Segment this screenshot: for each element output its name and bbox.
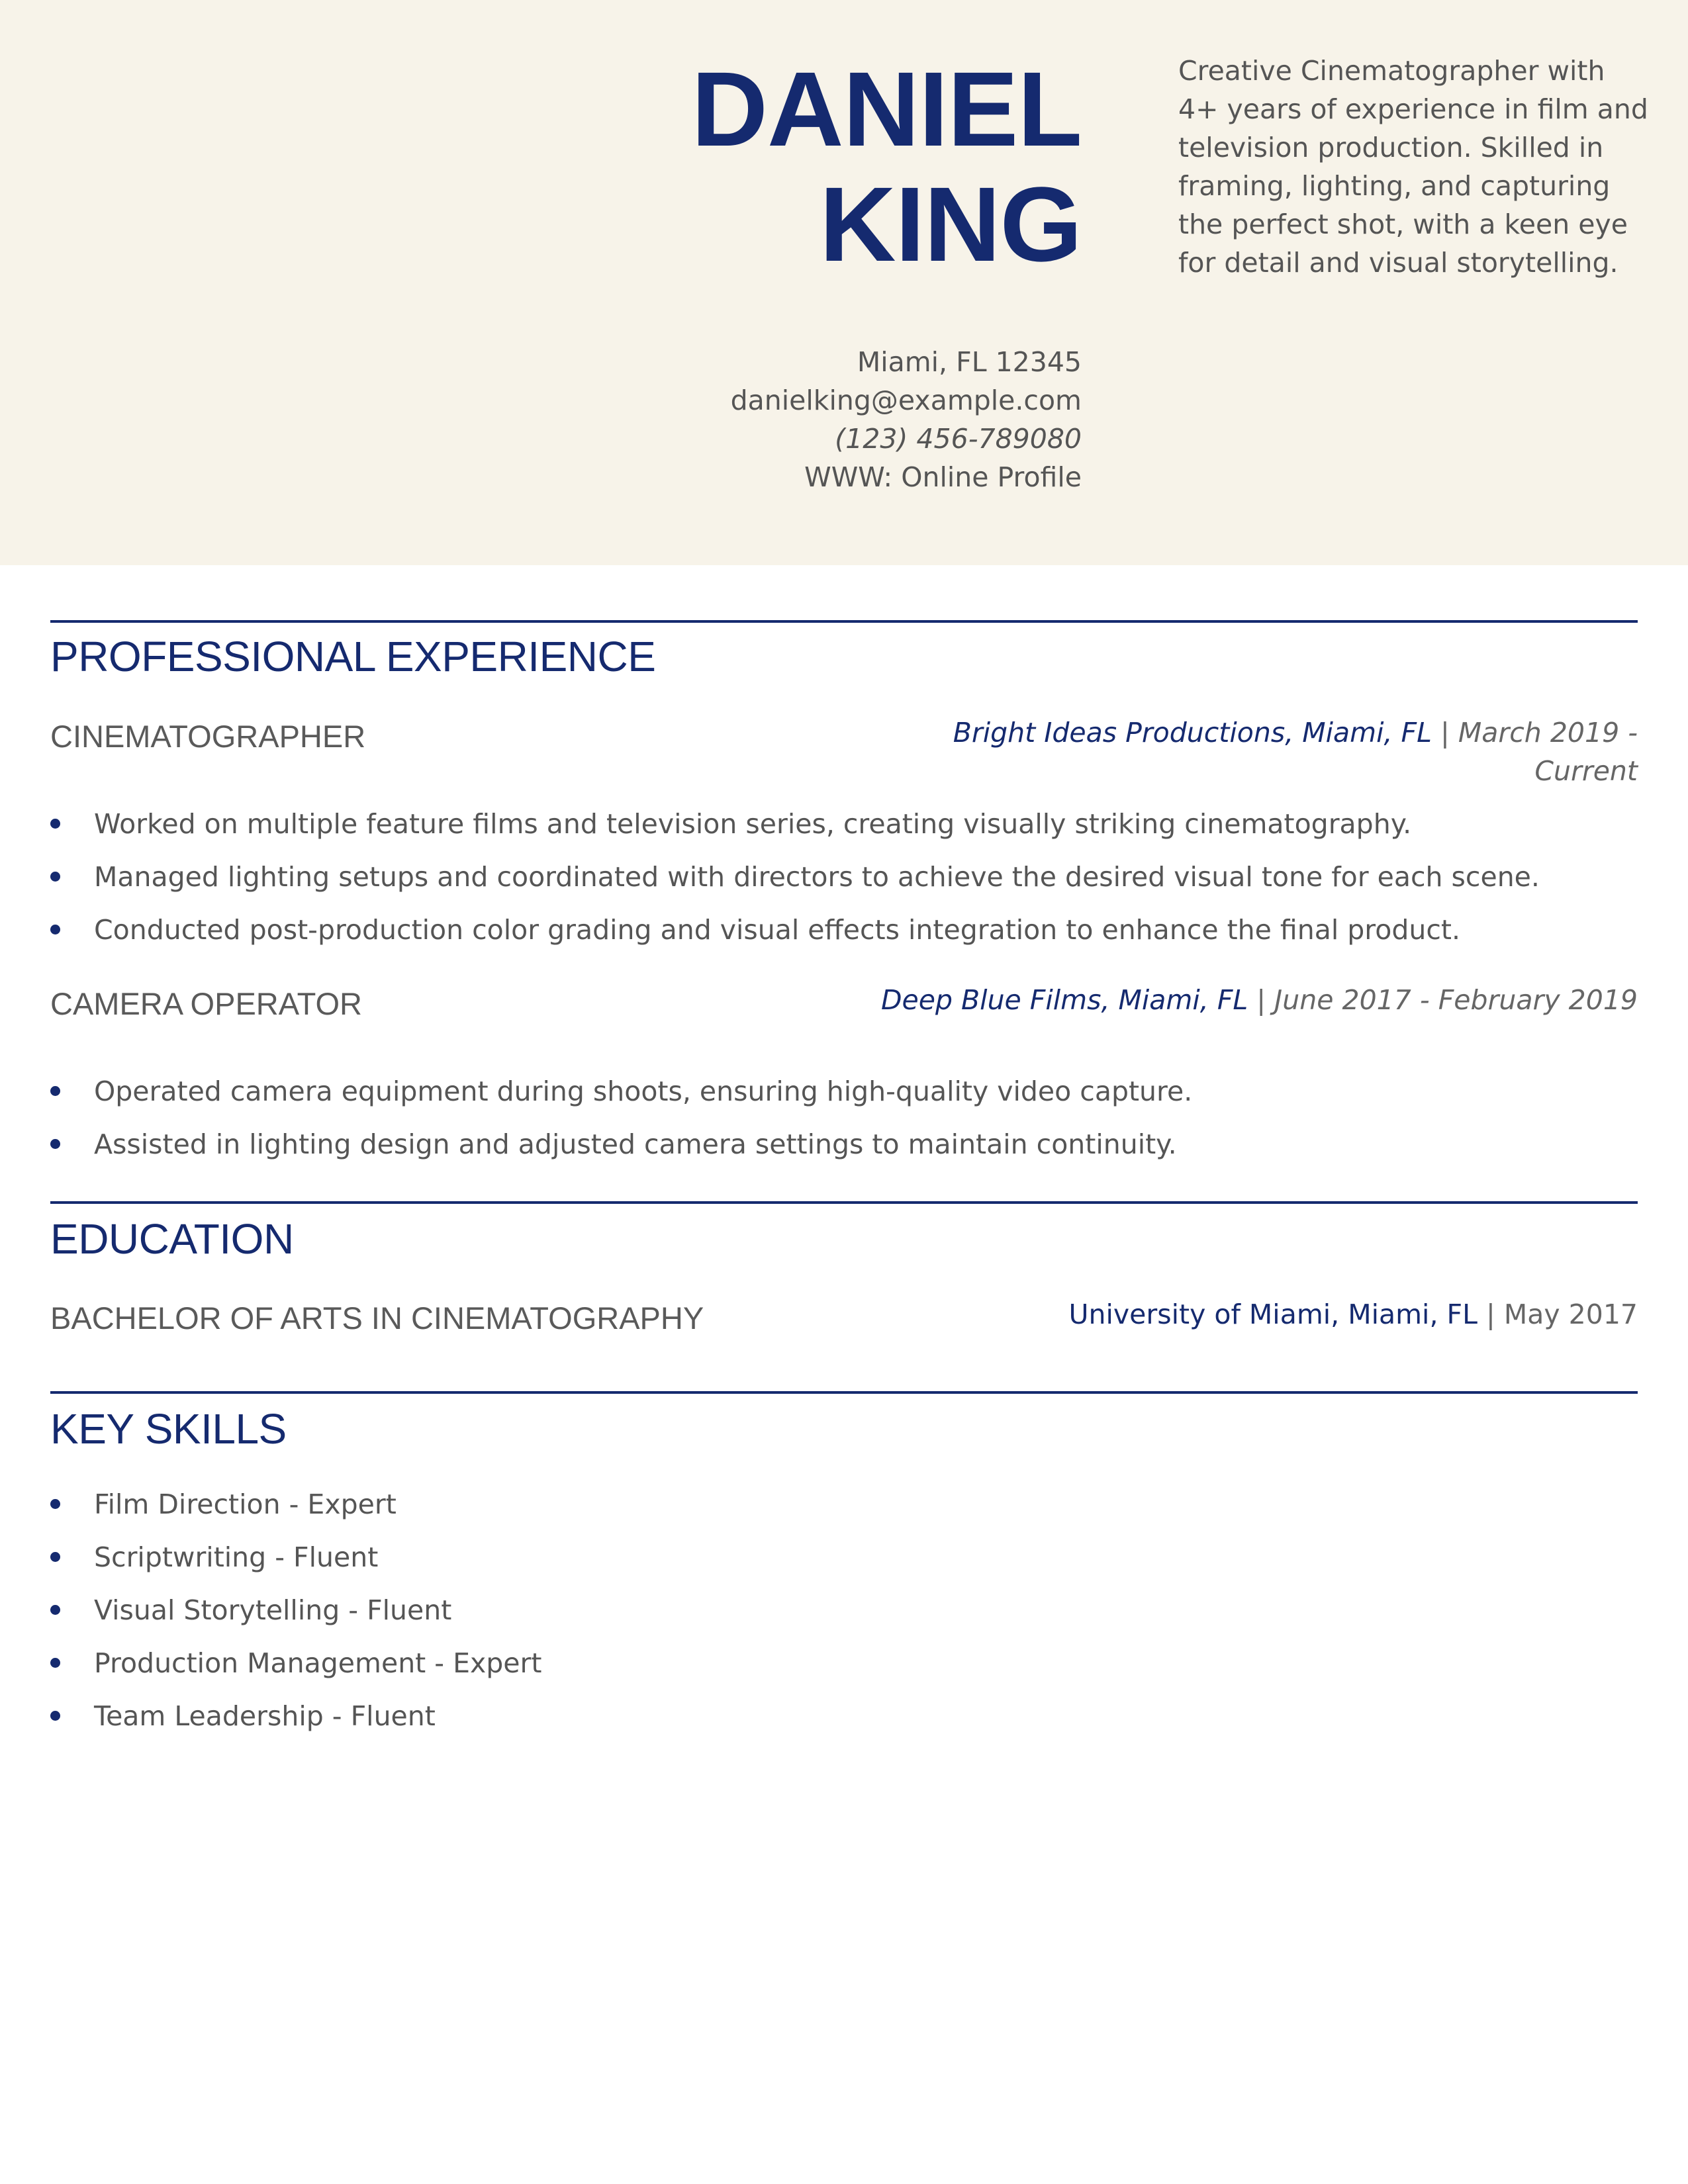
resume-header <box>0 0 1688 565</box>
job-employer: Deep Blue Films, Miami, FL <box>880 984 1248 1016</box>
skill-text: Team Leadership - Fluent <box>94 1700 436 1732</box>
meta-separator: | <box>1256 984 1266 1016</box>
bullet-icon <box>50 1139 60 1149</box>
list-item <box>50 911 1638 964</box>
bullet-text: Managed lighting setups and coordinated with directors to achieve the desired visual tone for each scene. <box>94 861 1540 893</box>
bullet-text: Assisted in lighting design and adjusted camera settings to maintain continuity. <box>94 1128 1177 1160</box>
job-bullets <box>50 1072 1638 1178</box>
list-item <box>50 1538 1638 1591</box>
job-meta <box>843 713 1638 790</box>
job-dates: March 2019 - Current <box>1458 717 1638 787</box>
school-name: University of Miami, Miami, FL <box>1068 1298 1477 1330</box>
experience-divider <box>50 620 1638 623</box>
degree-title: BACHELOR OF ARTS IN CINEMATOGRAPHY <box>50 1300 704 1336</box>
education-divider <box>50 1201 1638 1204</box>
education-section-title: EDUCATION <box>50 1215 294 1263</box>
skill-text: Film Direction - Expert <box>94 1488 397 1520</box>
skills-list <box>50 1485 1638 1750</box>
list-item <box>50 1644 1638 1697</box>
contact-info <box>486 343 1082 496</box>
bullet-icon <box>50 1605 60 1615</box>
bullet-icon <box>50 1086 60 1096</box>
bullet-icon <box>50 1711 60 1721</box>
bullet-text: Conducted post-production color grading and visual effects integration to enhance the final product. <box>94 914 1460 946</box>
bullet-icon <box>50 1552 60 1562</box>
location: Miami, FL 12345 <box>857 346 1082 378</box>
skills-divider <box>50 1391 1638 1394</box>
bullet-icon <box>50 1499 60 1509</box>
skill-text: Production Management - Expert <box>94 1647 542 1679</box>
list-item <box>50 1485 1638 1538</box>
bullet-text: Operated camera equipment during shoots, ensuring high-quality video capture. <box>94 1075 1193 1107</box>
first-name: DANIEL <box>691 50 1082 168</box>
professional-summary: Creative Cinematographer with 4+ years of experience in film and television production. Skilled in framing, lighting, and capturing the perfect shot, with a keen eye for detail and visual storytelling. <box>1178 55 1648 279</box>
list-item <box>50 1125 1638 1178</box>
bullet-icon <box>50 1658 60 1668</box>
bullet-icon <box>50 819 60 829</box>
job-bullets <box>50 805 1638 964</box>
job-employer: Bright Ideas Productions, Miami, FL <box>953 717 1432 749</box>
experience-section-title: PROFESSIONAL EXPERIENCE <box>50 633 656 680</box>
candidate-name <box>486 52 1082 282</box>
list-item <box>50 1697 1638 1750</box>
skills-section-title: KEY SKILLS <box>50 1405 287 1453</box>
skill-text: Scriptwriting - Fluent <box>94 1541 379 1573</box>
job-title: CAMERA OPERATOR <box>50 986 362 1021</box>
job-title: CINEMATOGRAPHER <box>50 719 366 754</box>
list-item <box>50 1072 1638 1125</box>
skill-text: Visual Storytelling - Fluent <box>94 1594 452 1626</box>
job-dates: June 2017 - February 2019 <box>1274 984 1638 1016</box>
education-meta <box>843 1295 1638 1334</box>
phone-number: (123) 456-789080 <box>835 423 1082 455</box>
email-link[interactable]: danielking@example.com <box>730 385 1082 416</box>
website-link[interactable]: WWW: Online Profile <box>804 461 1082 493</box>
graduation-date: May 2017 <box>1503 1298 1638 1330</box>
bullet-icon <box>50 872 60 882</box>
list-item <box>50 805 1638 858</box>
job-meta <box>843 981 1638 1019</box>
meta-separator: | <box>1485 1298 1495 1330</box>
list-item <box>50 1591 1638 1644</box>
last-name: KING <box>820 165 1082 283</box>
meta-separator: | <box>1440 717 1450 749</box>
bullet-text: Worked on multiple feature films and television series, creating visually striking cinematography. <box>94 808 1412 840</box>
bullet-icon <box>50 925 60 934</box>
list-item <box>50 858 1638 911</box>
